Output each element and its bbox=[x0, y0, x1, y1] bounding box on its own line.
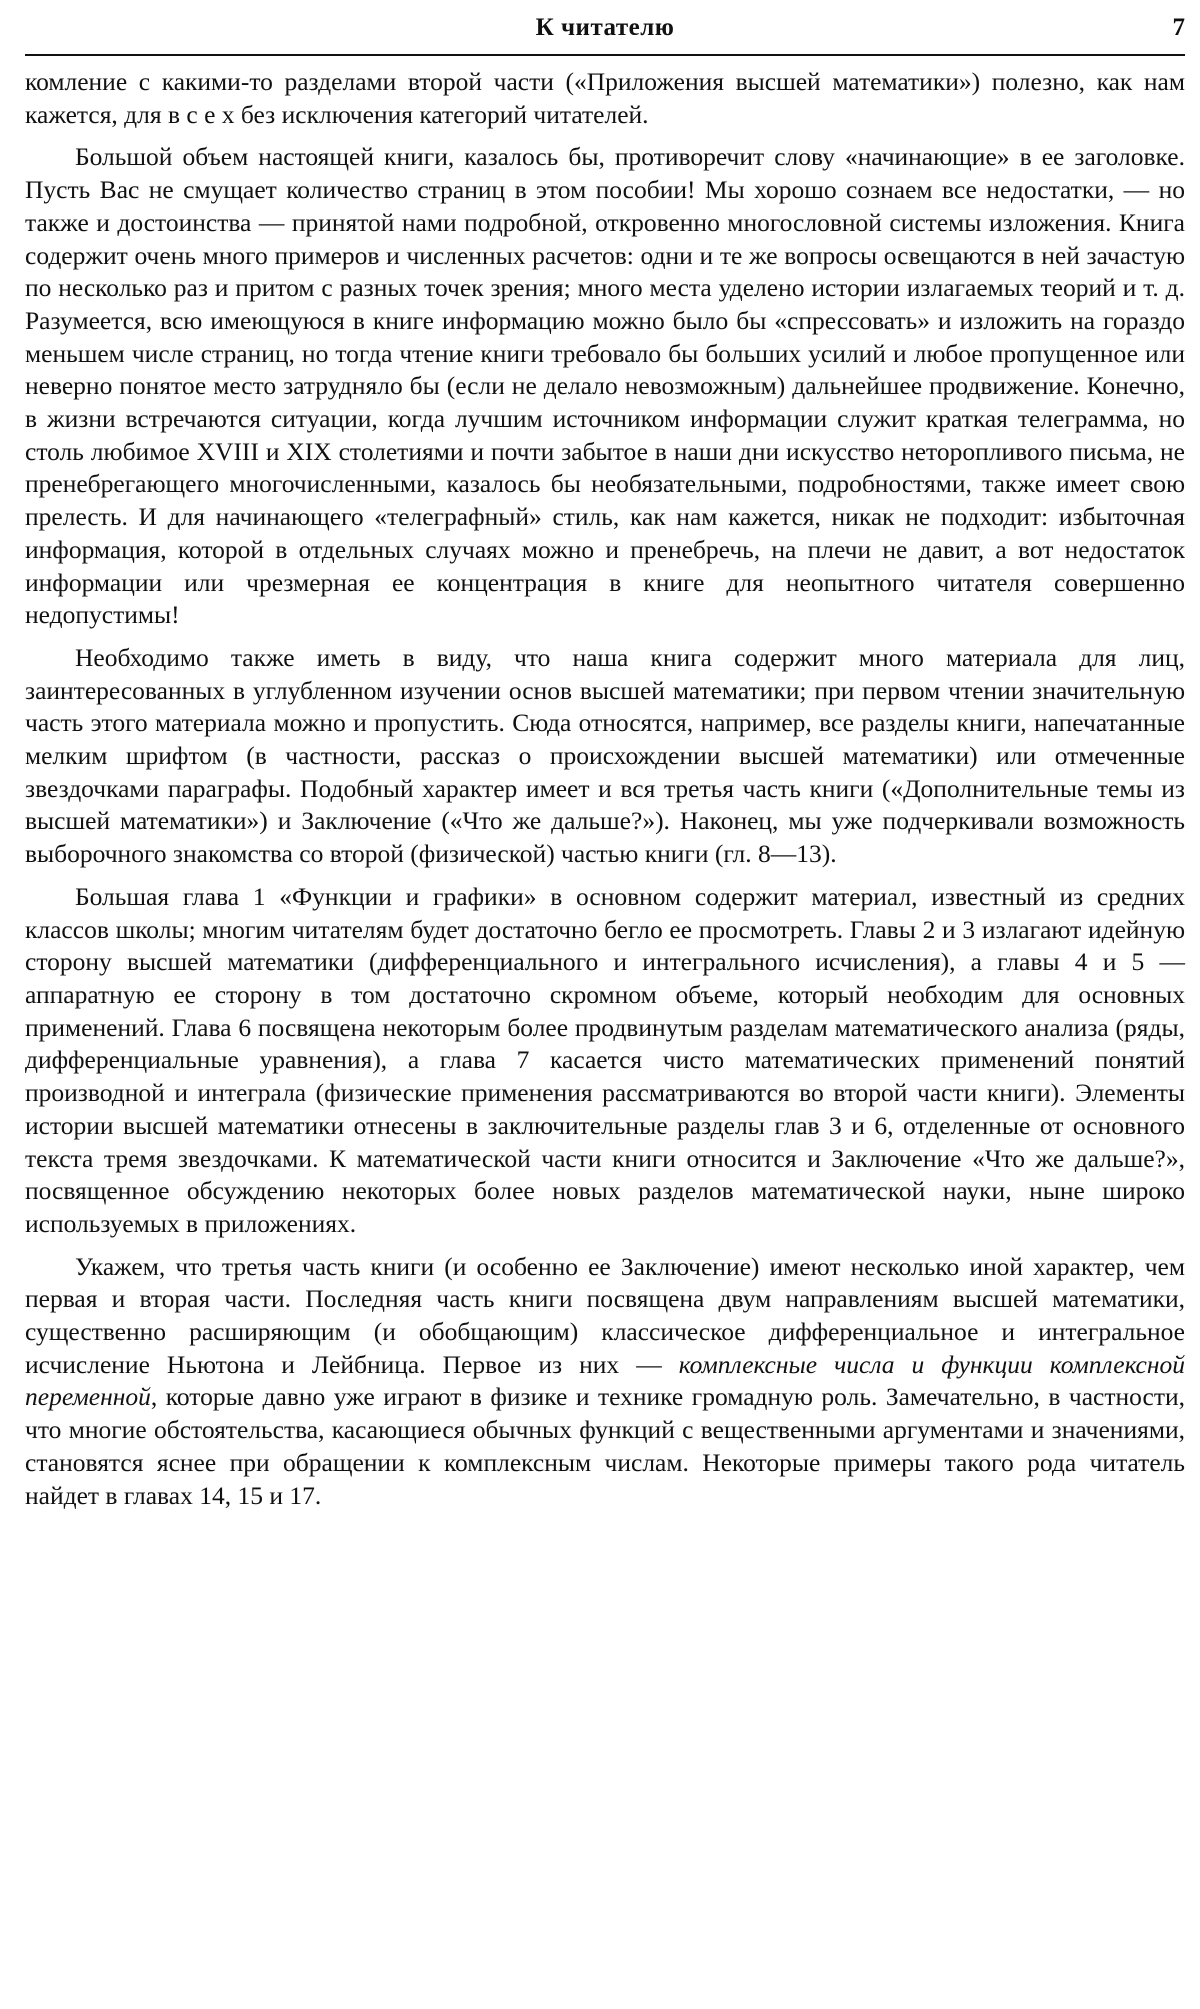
body-text bbox=[25, 66, 1185, 1512]
paragraph-book-volume: Большой объем настоящей книги, казалось бы, противоречит слову «начинающие» в ее заголовке. Пусть Вас не смущает количество страниц в этом пособии! Мы хорошо сознаем все недостатки, — но также и достоинства — принятой нами подробной, откровенно многословной системы изложения. Книга содержит очень много примеров и численных расчетов: одни и те же вопросы освещаются в ней зачастую по несколько раз и притом с разных точек зрения; много места уделено истории излагаемых теорий и т. д. Разумеется, всю имеющуюся в книге информацию можно было бы «спрессовать» и изложить на гораздо меньшем числе страниц, но тогда чтение книги требовало бы больших усилий и любое пропущенное или неверно понятое место затрудняло бы (если не делало невозможным) дальнейшее продвижение. Конечно, в жизни встречаются ситуации, когда лучшим источником информации служит краткая телеграмма, но столь любимое XVIII и XIX столетиями и почти забытое в наши дни искусство неторопливого письма, не пренебрегающего многочисленными, казалось бы необязательными, подробностями, также имеет свою прелесть. И для начинающего «телеграфный» стиль, как нам кажется, никак не подходит: избыточная информация, которой в отдельных случаях можно и пренебречь, на плечи не давит, а вот недостаток информации или чрезмерная ее концентрация в книге для неопытного читателя совершенно недопустимы! bbox=[25, 141, 1185, 632]
running-head bbox=[25, 8, 1185, 48]
paragraph-third-part-end: , которые давно уже играют в физике и технике громадную роль. Замечательно, в частности, что многие обстоятельства, касающиеся обычных функций с вещественными аргументами и значениями, становятся яснее при обращении к комплексным числам. Некоторые примеры такого рода читатель найдет в главах 14, 15 и 17. bbox=[25, 1382, 1185, 1509]
paragraph-continuation: комление с какими-то разделами второй части («Приложения высшей математики») полезно, как нам кажется, для в с е х без исключения категорий читателей. bbox=[25, 66, 1185, 131]
running-title: К читателю bbox=[25, 14, 1185, 42]
italic-emphasis: комплексные числа и функции комплексной переменной bbox=[25, 1350, 1185, 1412]
paragraph-third-part bbox=[25, 1251, 1185, 1513]
paragraph-chapter-overview: Большая глава 1 «Функции и графики» в основном содержит материал, известный из средних классов школы; многим читателям будет достаточно бегло ее просмотреть. Главы 2 и 3 излагают идейную сторону высшей математики (дифференциального и интегрального исчисления), а главы 4 и 5 — аппаратную ее сторону в том достаточно скромном объеме, который необходим для основных применений. Глава 6 посвящена некоторым более продвинутым разделам математического анализа (ряды, дифференциальные уравнения), а глава 7 касается чисто математических применений понятий производной и интеграла (физические применения рассматриваются во второй части книги). Элементы истории высшей математики отнесены в заключительные разделы глав 3 и 6, отделенные от основного текста тремя звездочками. К математической части книги относится и Заключение «Что же дальше?», посвященное обсуждению некоторых более новых разделов математической науки, ныне широко используемых в приложениях. bbox=[25, 881, 1185, 1241]
paragraph-optional-material: Необходимо также иметь в виду, что наша книга содержит много материала для лиц, заинтересованных в углубленном изучении основ высшей математики; при первом чтении значительную часть этого материала можно и пропустить. Сюда относятся, например, все разделы книги, напечатанные мелким шрифтом (в частности, рассказ о происхождении высшей математики) или отмеченные звездочками параграфы. Подобный характер имеет и вся третья часть книги («Дополнительные темы из высшей математики») и Заключение («Что же дальше?»). Наконец, мы уже подчеркивали возможность выборочного знакомства со второй (физической) частью книги (гл. 8—13). bbox=[25, 642, 1185, 871]
book-page bbox=[0, 0, 1200, 2009]
page-number: 7 bbox=[1173, 14, 1186, 42]
header-rule bbox=[25, 54, 1185, 56]
paragraph-third-part-start: Укажем, что третья часть книги (и особенно ее Заключение) имеют несколько иной характер, чем первая и вторая части. Последняя часть книги посвящена двум направлениям высшей математики, существенно расширяющим (и обобщающим) классическое дифференциальное и интегральное исчисление Ньютона и Лейбница. Первое из них — bbox=[25, 1252, 1185, 1379]
